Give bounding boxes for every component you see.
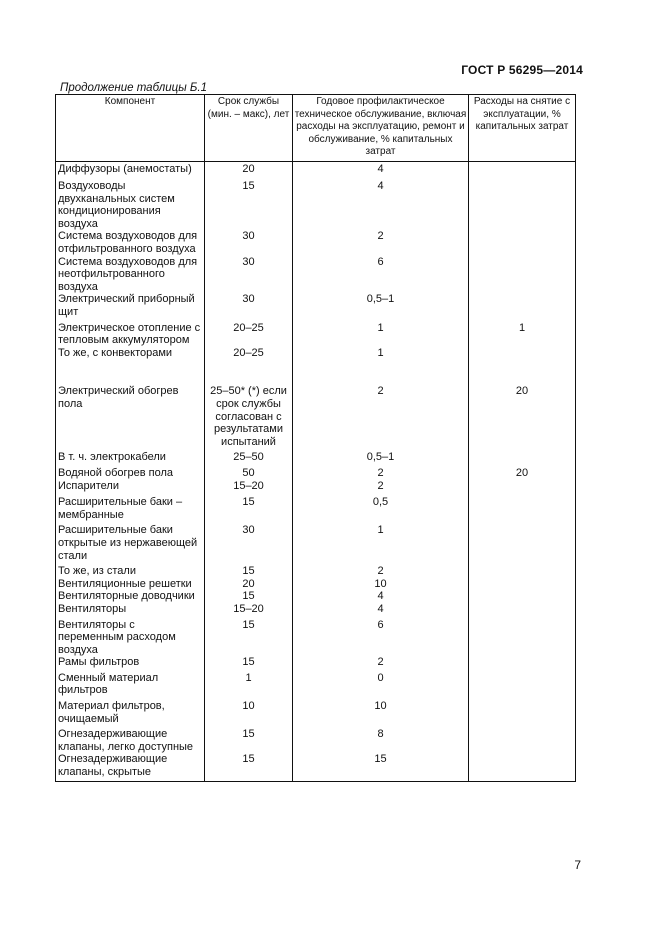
cell-component: Материал фильтров, очищаемый (56, 697, 205, 725)
table-row (56, 697, 576, 725)
cell-maintenance: 4 (293, 603, 469, 616)
cell-decommission (469, 669, 576, 697)
cell-decommission: 1 (469, 319, 576, 347)
cell-service-life: 20–25 (205, 319, 293, 347)
column-header-decommission: Расходы на снятие с эксплуатации, % капитальных затрат (469, 95, 576, 162)
cell-service-life: 15–20 (205, 480, 293, 493)
table-row (56, 521, 576, 562)
table-row (56, 464, 576, 480)
cell-service-life: 1 (205, 669, 293, 697)
cell-maintenance: 0,5 (293, 492, 469, 521)
cell-service-life: 15 (205, 590, 293, 603)
cell-maintenance: 6 (293, 256, 469, 294)
cell-decommission (469, 616, 576, 657)
cell-decommission (469, 175, 576, 230)
cell-maintenance: 0,5–1 (293, 293, 469, 318)
cell-service-life: 15 (205, 753, 293, 781)
table-row (56, 256, 576, 294)
cell-maintenance: 1 (293, 347, 469, 360)
cell-service-life: 25–50 (205, 448, 293, 464)
cell-maintenance: 2 (293, 230, 469, 255)
cell-maintenance: 2 (293, 656, 469, 669)
cell-decommission (469, 521, 576, 562)
cell-maintenance: 8 (293, 725, 469, 753)
cell-service-life: 20 (205, 578, 293, 591)
cell-decommission (469, 725, 576, 753)
cell-service-life: 30 (205, 230, 293, 255)
cell-component: Рамы фильтров (56, 656, 205, 669)
cell-decommission (469, 492, 576, 521)
cell-decommission (469, 603, 576, 616)
cell-decommission (469, 161, 576, 175)
cell-component: Воздуховоды двухканальных систем кондиционирования воздуха (56, 175, 205, 230)
table-caption: Продолжение таблицы Б.1 (60, 82, 207, 94)
cell-decommission (469, 697, 576, 725)
cell-component: То же, из стали (56, 562, 205, 578)
cell-component: В т. ч. электрокабели (56, 448, 205, 464)
table-row (56, 175, 576, 230)
cell-service-life: 15 (205, 175, 293, 230)
cell-service-life: 15 (205, 616, 293, 657)
cell-component: Вентиляторы (56, 603, 205, 616)
cell-decommission (469, 256, 576, 294)
table-row (56, 725, 576, 753)
cell-maintenance: 1 (293, 521, 469, 562)
column-header-component: Компонент (56, 95, 205, 162)
cell-component: Сменный материал фильтров (56, 669, 205, 697)
cell-component: Расширительные баки открытые из нержавеющей стали (56, 521, 205, 562)
cell-component: Вентиляторные доводчики (56, 590, 205, 603)
cell-component: Электрическое отопление с тепловым аккумулятором (56, 319, 205, 347)
page-number: 7 (574, 858, 581, 872)
table-row (56, 578, 576, 591)
cell-component: Огнезадерживающие клапаны, скрытые (56, 753, 205, 781)
table-row (56, 562, 576, 578)
cell-decommission (469, 293, 576, 318)
cell-component: Система воздуховодов для неотфильтрованного воздуха (56, 256, 205, 294)
table-row (56, 359, 576, 448)
cell-service-life: 30 (205, 521, 293, 562)
table-row (56, 669, 576, 697)
cell-component: Система воздуховодов для отфильтрованного воздуха (56, 230, 205, 255)
cell-decommission (469, 578, 576, 591)
cell-component: То же, с конвекторами (56, 347, 205, 360)
cell-maintenance: 4 (293, 175, 469, 230)
cell-maintenance: 2 (293, 359, 469, 448)
table-header-row (56, 95, 576, 162)
cell-decommission (469, 562, 576, 578)
cell-decommission (469, 230, 576, 255)
cell-component: Вентиляционные решетки (56, 578, 205, 591)
cell-decommission (469, 753, 576, 781)
cell-decommission: 20 (469, 359, 576, 448)
cell-decommission (469, 448, 576, 464)
cell-maintenance: 4 (293, 161, 469, 175)
table-row (56, 347, 576, 360)
column-header-maintenance: Годовое профилактическое техническое обслуживание, включая расходы на эксплуатацию, ремонт и обслуживание, % капитальных затрат (293, 95, 469, 162)
document-code: ГОСТ Р 56295—2014 (461, 63, 583, 77)
cell-maintenance: 15 (293, 753, 469, 781)
table-row (56, 616, 576, 657)
table-row (56, 590, 576, 603)
cell-decommission (469, 590, 576, 603)
table-row (56, 161, 576, 175)
cell-decommission (469, 480, 576, 493)
table-row (56, 492, 576, 521)
cell-decommission: 20 (469, 464, 576, 480)
cell-decommission (469, 656, 576, 669)
cell-maintenance: 10 (293, 578, 469, 591)
cell-component: Водяной обогрев пола (56, 464, 205, 480)
cell-component: Электрический приборный щит (56, 293, 205, 318)
cell-service-life: 30 (205, 293, 293, 318)
cell-component: Вентиляторы с переменным расходом воздуха (56, 616, 205, 657)
cell-service-life: 15 (205, 492, 293, 521)
cell-maintenance: 0,5–1 (293, 448, 469, 464)
cell-maintenance: 4 (293, 590, 469, 603)
cell-maintenance: 2 (293, 562, 469, 578)
table-row (56, 293, 576, 318)
cell-service-life: 15 (205, 562, 293, 578)
cell-component: Диффузоры (анемостаты) (56, 161, 205, 175)
table-row (56, 480, 576, 493)
table-body (56, 161, 576, 781)
cell-service-life: 30 (205, 256, 293, 294)
cell-component: Электрический обогрев пола (56, 359, 205, 448)
column-header-service-life: Срок службы (мин. – макс), лет (205, 95, 293, 162)
cell-service-life: 25–50* (*) если срок службы согласован с результатами испытаний (205, 359, 293, 448)
cell-maintenance: 1 (293, 319, 469, 347)
table-row (56, 448, 576, 464)
table-row (56, 753, 576, 781)
cell-service-life: 10 (205, 697, 293, 725)
cell-service-life: 15 (205, 656, 293, 669)
cell-service-life: 50 (205, 464, 293, 480)
cell-component: Расширительные баки – мембранные (56, 492, 205, 521)
cell-service-life: 15–20 (205, 603, 293, 616)
cell-maintenance: 10 (293, 697, 469, 725)
cell-maintenance: 6 (293, 616, 469, 657)
cell-maintenance: 0 (293, 669, 469, 697)
cell-service-life: 15 (205, 725, 293, 753)
table-row (56, 603, 576, 616)
cell-service-life: 20 (205, 161, 293, 175)
cell-maintenance: 2 (293, 464, 469, 480)
cell-component: Испарители (56, 480, 205, 493)
table-row (56, 230, 576, 255)
table-row (56, 319, 576, 347)
service-life-table (55, 94, 576, 782)
cell-decommission (469, 347, 576, 360)
cell-service-life: 20–25 (205, 347, 293, 360)
cell-maintenance: 2 (293, 480, 469, 493)
table-row (56, 656, 576, 669)
cell-component: Огнезадерживающие клапаны, легко доступные (56, 725, 205, 753)
